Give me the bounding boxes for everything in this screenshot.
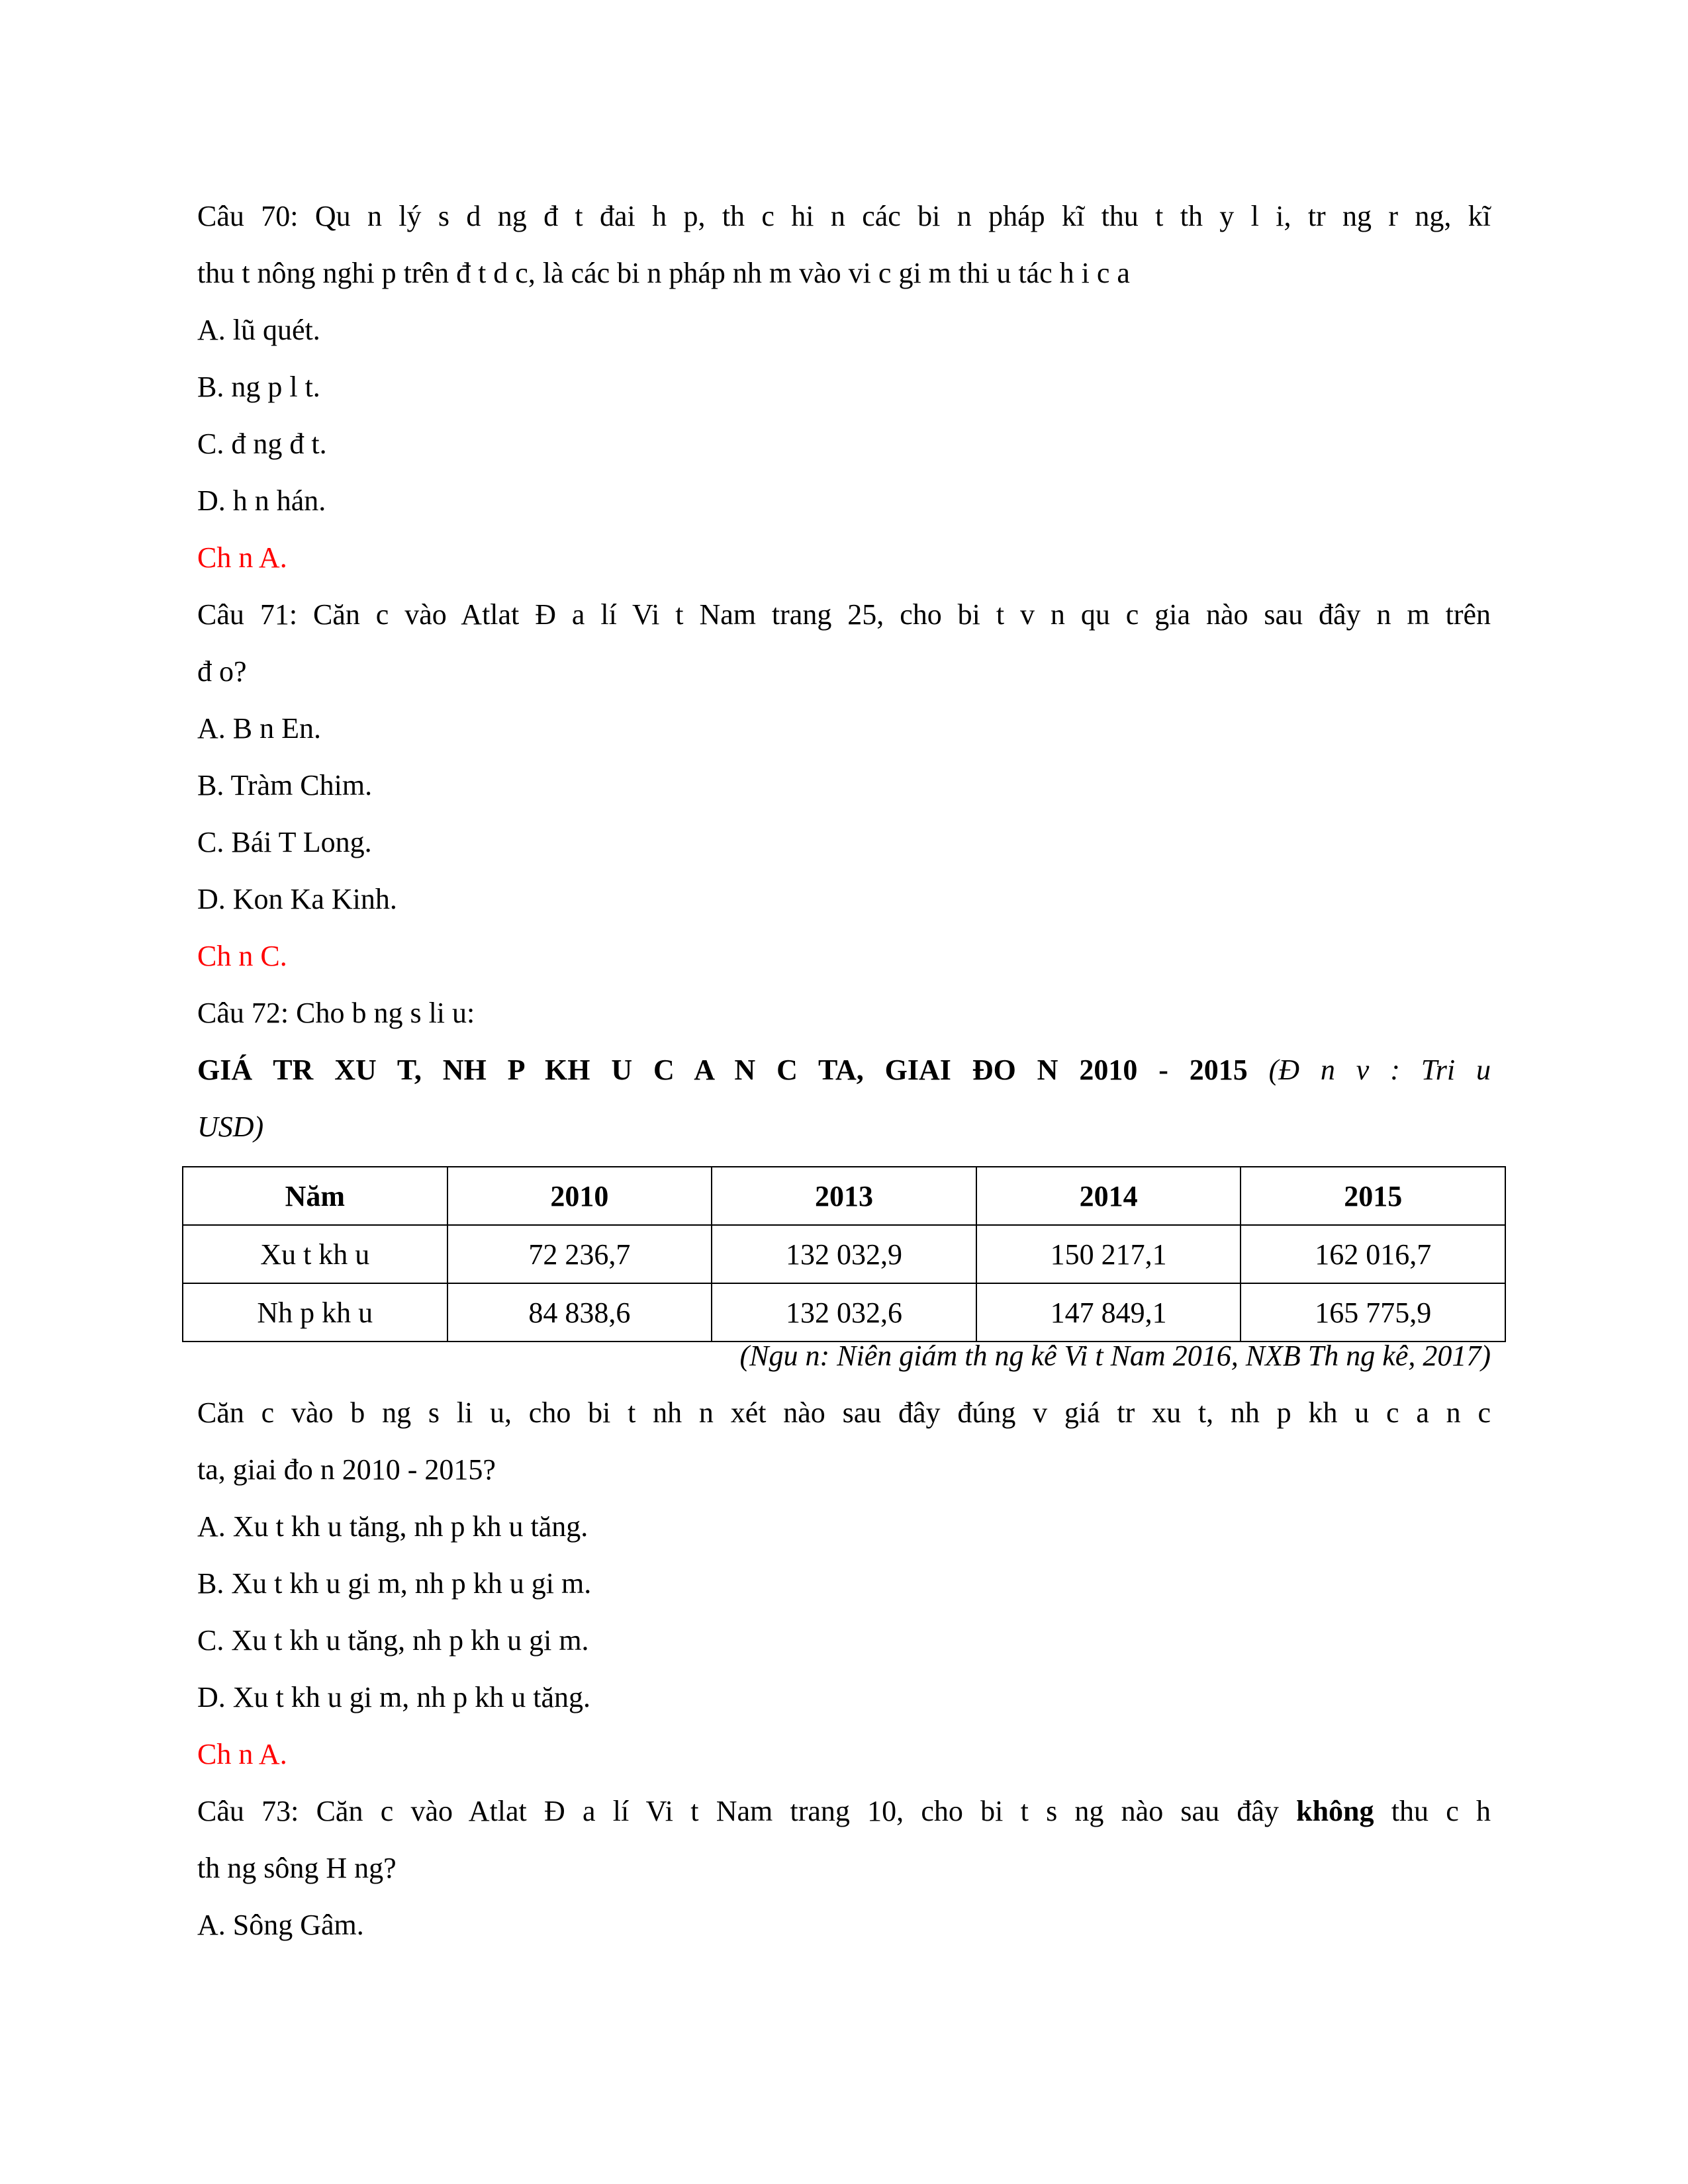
table-cell: 150 217,1 xyxy=(976,1225,1241,1283)
q71-text-line2: đ o? xyxy=(197,655,247,688)
q73-line1-bold: không xyxy=(1296,1795,1374,1827)
q73-text-line1 xyxy=(197,1792,1491,1831)
q72-title-bold: GIÁ TR XU T, NH P KH U C A N C TA, GIAI ĐO N 2010 - 2015 xyxy=(197,1054,1248,1086)
q73-option-a: A. Sông Gâm. xyxy=(197,1909,364,1941)
q71-option-d: D. Kon Ka Kinh. xyxy=(197,883,397,915)
q72-intro: Câu 72: Cho b ng s li u: xyxy=(197,997,475,1029)
table-header-cell: Năm xyxy=(183,1167,447,1225)
q73-line1-pre: Câu 73: Căn c vào Atlat Đ a lí Vi t Nam trang 10, cho bi t s ng nào sau đây xyxy=(197,1795,1279,1827)
q72-title-unit: (Đ n v : Tri u xyxy=(1268,1054,1491,1086)
table-cell: 162 016,7 xyxy=(1241,1225,1505,1283)
q71-text-line1: Câu 71: Căn c vào Atlat Đ a lí Vi t Nam trang 25, cho bi t v n qu c gia nào sau đây n m trên xyxy=(197,598,1491,631)
table-header-row xyxy=(183,1167,1505,1225)
table-header-cell: 2013 xyxy=(712,1167,976,1225)
q72-table-title xyxy=(197,1051,1491,1089)
q72-question-line2: ta, giai đo n 2010 - 2015? xyxy=(197,1453,496,1486)
q71-option-c: C. Bái T Long. xyxy=(197,826,372,858)
table-cell: 72 236,7 xyxy=(447,1225,712,1283)
table-cell: 165 775,9 xyxy=(1241,1283,1505,1342)
q73-text-line2: th ng sông H ng? xyxy=(197,1852,397,1884)
table-cell: 84 838,6 xyxy=(447,1283,712,1342)
q72-title-unit-cont: USD) xyxy=(197,1111,264,1143)
q70-option-a: A. lũ quét. xyxy=(197,314,320,346)
q70-text-line1: Câu 70: Qu n lý s d ng đ t đai h p, th c hi n các bi n pháp kĩ thu t th y l i, tr ng r ng, kĩ xyxy=(197,200,1491,232)
table-cell: Xu t kh u xyxy=(183,1225,447,1283)
table-row xyxy=(183,1225,1505,1283)
q72-option-b: B. Xu t kh u gi m, nh p kh u gi m. xyxy=(197,1567,592,1600)
q72-question-line1: Căn c vào b ng s li u, cho bi t nh n xét nào sau đây đúng v giá tr xu t, nh p kh u c a n c xyxy=(197,1396,1491,1429)
q71-option-a: A. B n En. xyxy=(197,712,321,745)
q70-answer: Ch n A. xyxy=(197,541,287,574)
q70-option-c: C. đ ng đ t. xyxy=(197,428,327,460)
q72-option-a: A. Xu t kh u tăng, nh p kh u tăng. xyxy=(197,1510,588,1543)
export-import-table xyxy=(182,1166,1506,1342)
table-cell: 147 849,1 xyxy=(976,1283,1241,1342)
q72-option-d: D. Xu t kh u gi m, nh p kh u tăng. xyxy=(197,1681,590,1713)
table-header-cell: 2015 xyxy=(1241,1167,1505,1225)
q72-answer: Ch n A. xyxy=(197,1738,287,1770)
q70-option-d: D. h n hán. xyxy=(197,484,326,517)
q73-line1-post: thu c h xyxy=(1391,1795,1491,1827)
table-cell: 132 032,9 xyxy=(712,1225,976,1283)
q70-text-line2: thu t nông nghi p trên đ t d c, là các bi n pháp nh m vào vi c gi m thi u tác h i c a xyxy=(197,257,1130,289)
table-header-cell: 2014 xyxy=(976,1167,1241,1225)
q71-answer: Ch n C. xyxy=(197,940,287,972)
table-row xyxy=(183,1283,1505,1342)
q70-option-b: B. ng p l t. xyxy=(197,371,320,403)
table-cell: Nh p kh u xyxy=(183,1283,447,1342)
q71-option-b: B. Tràm Chim. xyxy=(197,769,373,801)
table-cell: 132 032,6 xyxy=(712,1283,976,1342)
table-header-cell: 2010 xyxy=(447,1167,712,1225)
q72-option-c: C. Xu t kh u tăng, nh p kh u gi m. xyxy=(197,1624,589,1657)
q72-source: (Ngu n: Niên giám th ng kê Vi t Nam 2016, NXB Th ng kê, 2017) xyxy=(739,1340,1491,1372)
